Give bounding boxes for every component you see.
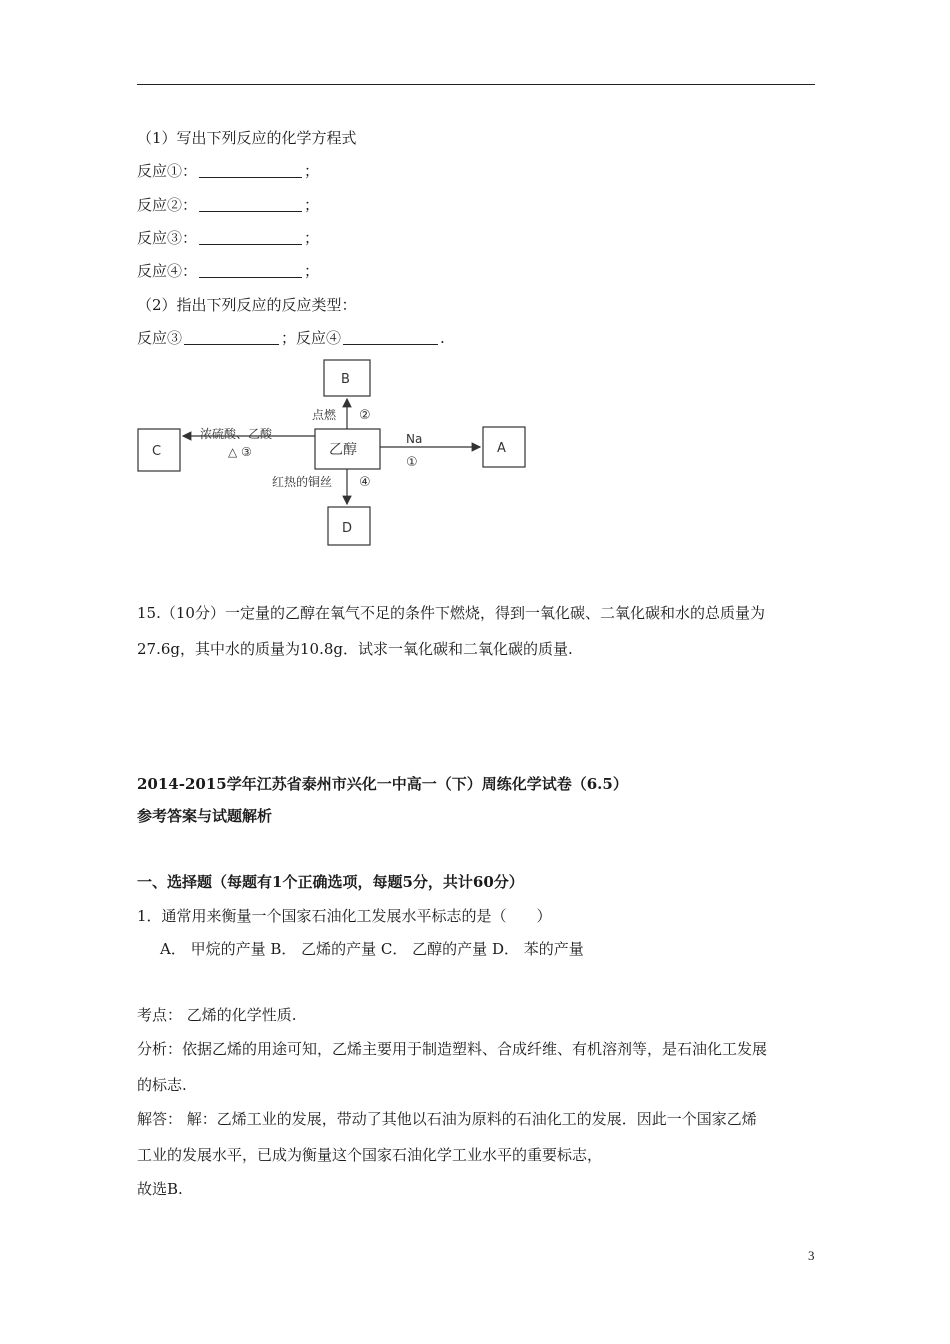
reaction-line-3 bbox=[137, 227, 319, 248]
reaction-label: 反应②： bbox=[137, 196, 198, 214]
label-3-top: 浓硫酸、乙酸 bbox=[200, 427, 273, 441]
reaction-line-1 bbox=[137, 160, 319, 181]
label-3-bottom: △ ③ bbox=[228, 445, 252, 459]
kaodian: 考点： 乙烯的化学性质. bbox=[137, 1006, 297, 1024]
label-1-top: Na bbox=[406, 432, 423, 446]
line-end: . bbox=[440, 329, 445, 347]
reaction-diagram bbox=[130, 355, 540, 555]
q1-stem: 1．通常用来衡量一个国家石油化工发展水平标志的是（ ） bbox=[137, 907, 552, 925]
q14-part2-title: （2）指出下列反应的反应类型： bbox=[137, 296, 357, 314]
reaction-end: ； bbox=[304, 196, 320, 214]
box-b-label: B bbox=[341, 372, 350, 387]
reaction-label: 反应③： bbox=[137, 229, 198, 247]
section-1-heading: 一、选择题（每题有1个正确选项，每题5分，共计60分） bbox=[137, 873, 524, 891]
answer-blank[interactable] bbox=[199, 162, 302, 178]
label-2-left: 点燃 bbox=[312, 408, 337, 422]
reaction-end: ； bbox=[304, 162, 320, 180]
answers-title: 2014-2015学年江苏省泰州市兴化一中高一（下）周练化学试卷（6.5） bbox=[137, 775, 628, 793]
answer-blank[interactable] bbox=[343, 329, 438, 345]
reaction-line-2 bbox=[137, 194, 319, 215]
label-2-right: ② bbox=[359, 408, 371, 423]
q14-part1-title: （1）写出下列反应的化学方程式 bbox=[137, 129, 357, 147]
fenxi-line-2: 的标志. bbox=[137, 1076, 187, 1094]
reaction-3-label: 反应③ bbox=[137, 329, 183, 347]
label-1-bottom: ① bbox=[406, 455, 418, 470]
center-label: 乙醇 bbox=[329, 442, 357, 458]
reaction-end: ； bbox=[304, 262, 320, 280]
jieda-line-2: 工业的发展水平，已成为衡量这个国家石油化学工业水平的重要标志， bbox=[137, 1146, 603, 1164]
box-a-label: A bbox=[497, 441, 506, 456]
jieda-line-3: 故选B. bbox=[137, 1180, 183, 1198]
answer-blank[interactable] bbox=[199, 229, 302, 245]
label-4-right: ④ bbox=[359, 475, 371, 490]
page-number: 3 bbox=[808, 1248, 815, 1263]
header-rule bbox=[137, 84, 815, 85]
fenxi-line-1: 分析：依据乙烯的用途可知，乙烯主要用于制造塑料、合成纤维、有机溶剂等，是石油化工发展 bbox=[137, 1040, 768, 1058]
q15-line-1: 15.（10分）一定量的乙醇在氧气不足的条件下燃烧，得到一氧化碳、二氧化碳和水的总质量为 bbox=[137, 604, 765, 622]
label-4-left: 红热的铜丝 bbox=[272, 475, 333, 489]
answer-blank[interactable] bbox=[184, 329, 279, 345]
jieda-line-1: 解答： 解：乙烯工业的发展，带动了其他以石油为原料的石油化工的发展．因此一个国家乙烯 bbox=[137, 1110, 757, 1128]
reaction-label: 反应①： bbox=[137, 162, 198, 180]
reaction-line-4 bbox=[137, 260, 319, 281]
answer-blank[interactable] bbox=[199, 196, 302, 212]
answers-subtitle: 参考答案与试题解析 bbox=[137, 807, 273, 825]
reaction-4-label: ；反应④ bbox=[281, 329, 342, 347]
q15-line-2: 27.6g，其中水的质量为10.8g．试求一氧化碳和二氧化碳的质量. bbox=[137, 640, 573, 658]
box-d-label: D bbox=[342, 521, 353, 536]
box-c-label: C bbox=[152, 444, 162, 459]
reaction-end: ； bbox=[304, 229, 320, 247]
answer-blank[interactable] bbox=[199, 262, 302, 278]
q14-part2-line bbox=[137, 327, 445, 348]
q1-options: A． 甲烷的产量 B． 乙烯的产量 C． 乙醇的产量 D． 苯的产量 bbox=[160, 940, 584, 958]
reaction-label: 反应④： bbox=[137, 262, 198, 280]
